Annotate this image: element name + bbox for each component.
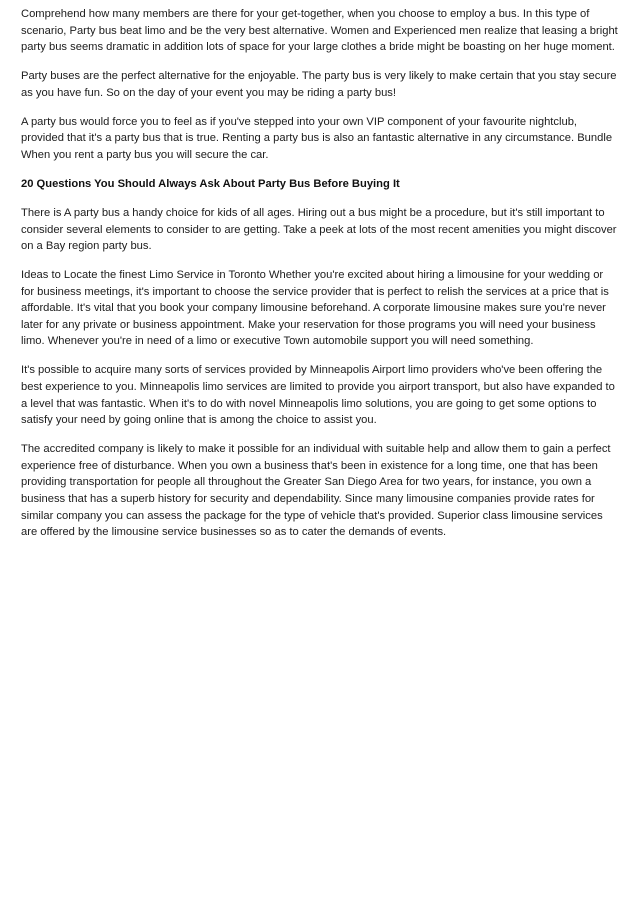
- document-page: [21, 6, 619, 553]
- paragraph-party-bus-alternative: Party buses are the perfect alternative for the enjoyable. The party bus is very likely to make certain that you stay secure as you have fun. So on the day of your event you may be riding a party bus!: [21, 70, 617, 99]
- paragraph-group-size: Comprehend how many members are there for your get-together, when you choose to employ a bus. In this type of scenario, Party bus beat limo and be the very best alternative. Women and Experienced men realize that leasing a bright party bus seems dramatic in addition lots of space for your large clothes a bride might be boasting on her huge moment.: [21, 8, 618, 54]
- paragraph-accredited-company: The accredited company is likely to make it possible for an individual with suitable help and allow them to gain a perfect experience free of disturbance. When you own a business that's been in existence for a long time, one that has been providing transportation for people all throughout the Greater San Diego Area for two years, for instance, you own a business that has a superb history for security and dependability. Since many limousine companies provide rates for similar company you can assess the package for the type of vehicle that's provided. Superior class limousine services are offered by the limousine service businesses so as to cater the demands of events.: [21, 443, 611, 539]
- section-heading: 20 Questions You Should Always Ask About Party Bus Before Buying It: [21, 177, 400, 190]
- paragraph-vip-experience: A party bus would force you to feel as if you've stepped into your own VIP component of your favourite nightclub, provided that it's a party bus that is true. Renting a party bus is also an fantastic alternative in any circumstance. Bundle When you rent a party bus you will secure the car.: [21, 115, 613, 161]
- paragraph-toronto-limo: Ideas to Locate the finest Limo Service in Toronto Whether you're excited about hiring a limousine for your wedding or for business meetings, it's important to choose the service provider that is perfect to relish the services at a price that is affordable. It's vital that you book your company limousine beforehand. A corporate limousine makes sure you're never later for any private or business appointment. Make your reservation for those programs you will need your business limo. Whenever you're in need of a limo or executive Town automobile support you will need something.: [21, 269, 609, 348]
- paragraph-minneapolis-limo: It's possible to acquire many sorts of services provided by Minneapolis Airport limo providers who've been offering the best experience to you. Minneapolis limo services are limited to provide you airport transport, but also have expanded to a level that was fantastic. When it's to do with novel Minneapolis limo solutions, you are going to get some options to satisfy your need by going online that is among the choice to assist you.: [21, 364, 615, 427]
- paragraph-kids-amenities: There is A party bus a handy choice for kids of all ages. Hiring out a bus might be a procedure, but it's still important to consider several elements to consider to are getting. Take a peek at lots of the most recent amenities you might discover on a Bay region party bus.: [21, 206, 617, 253]
